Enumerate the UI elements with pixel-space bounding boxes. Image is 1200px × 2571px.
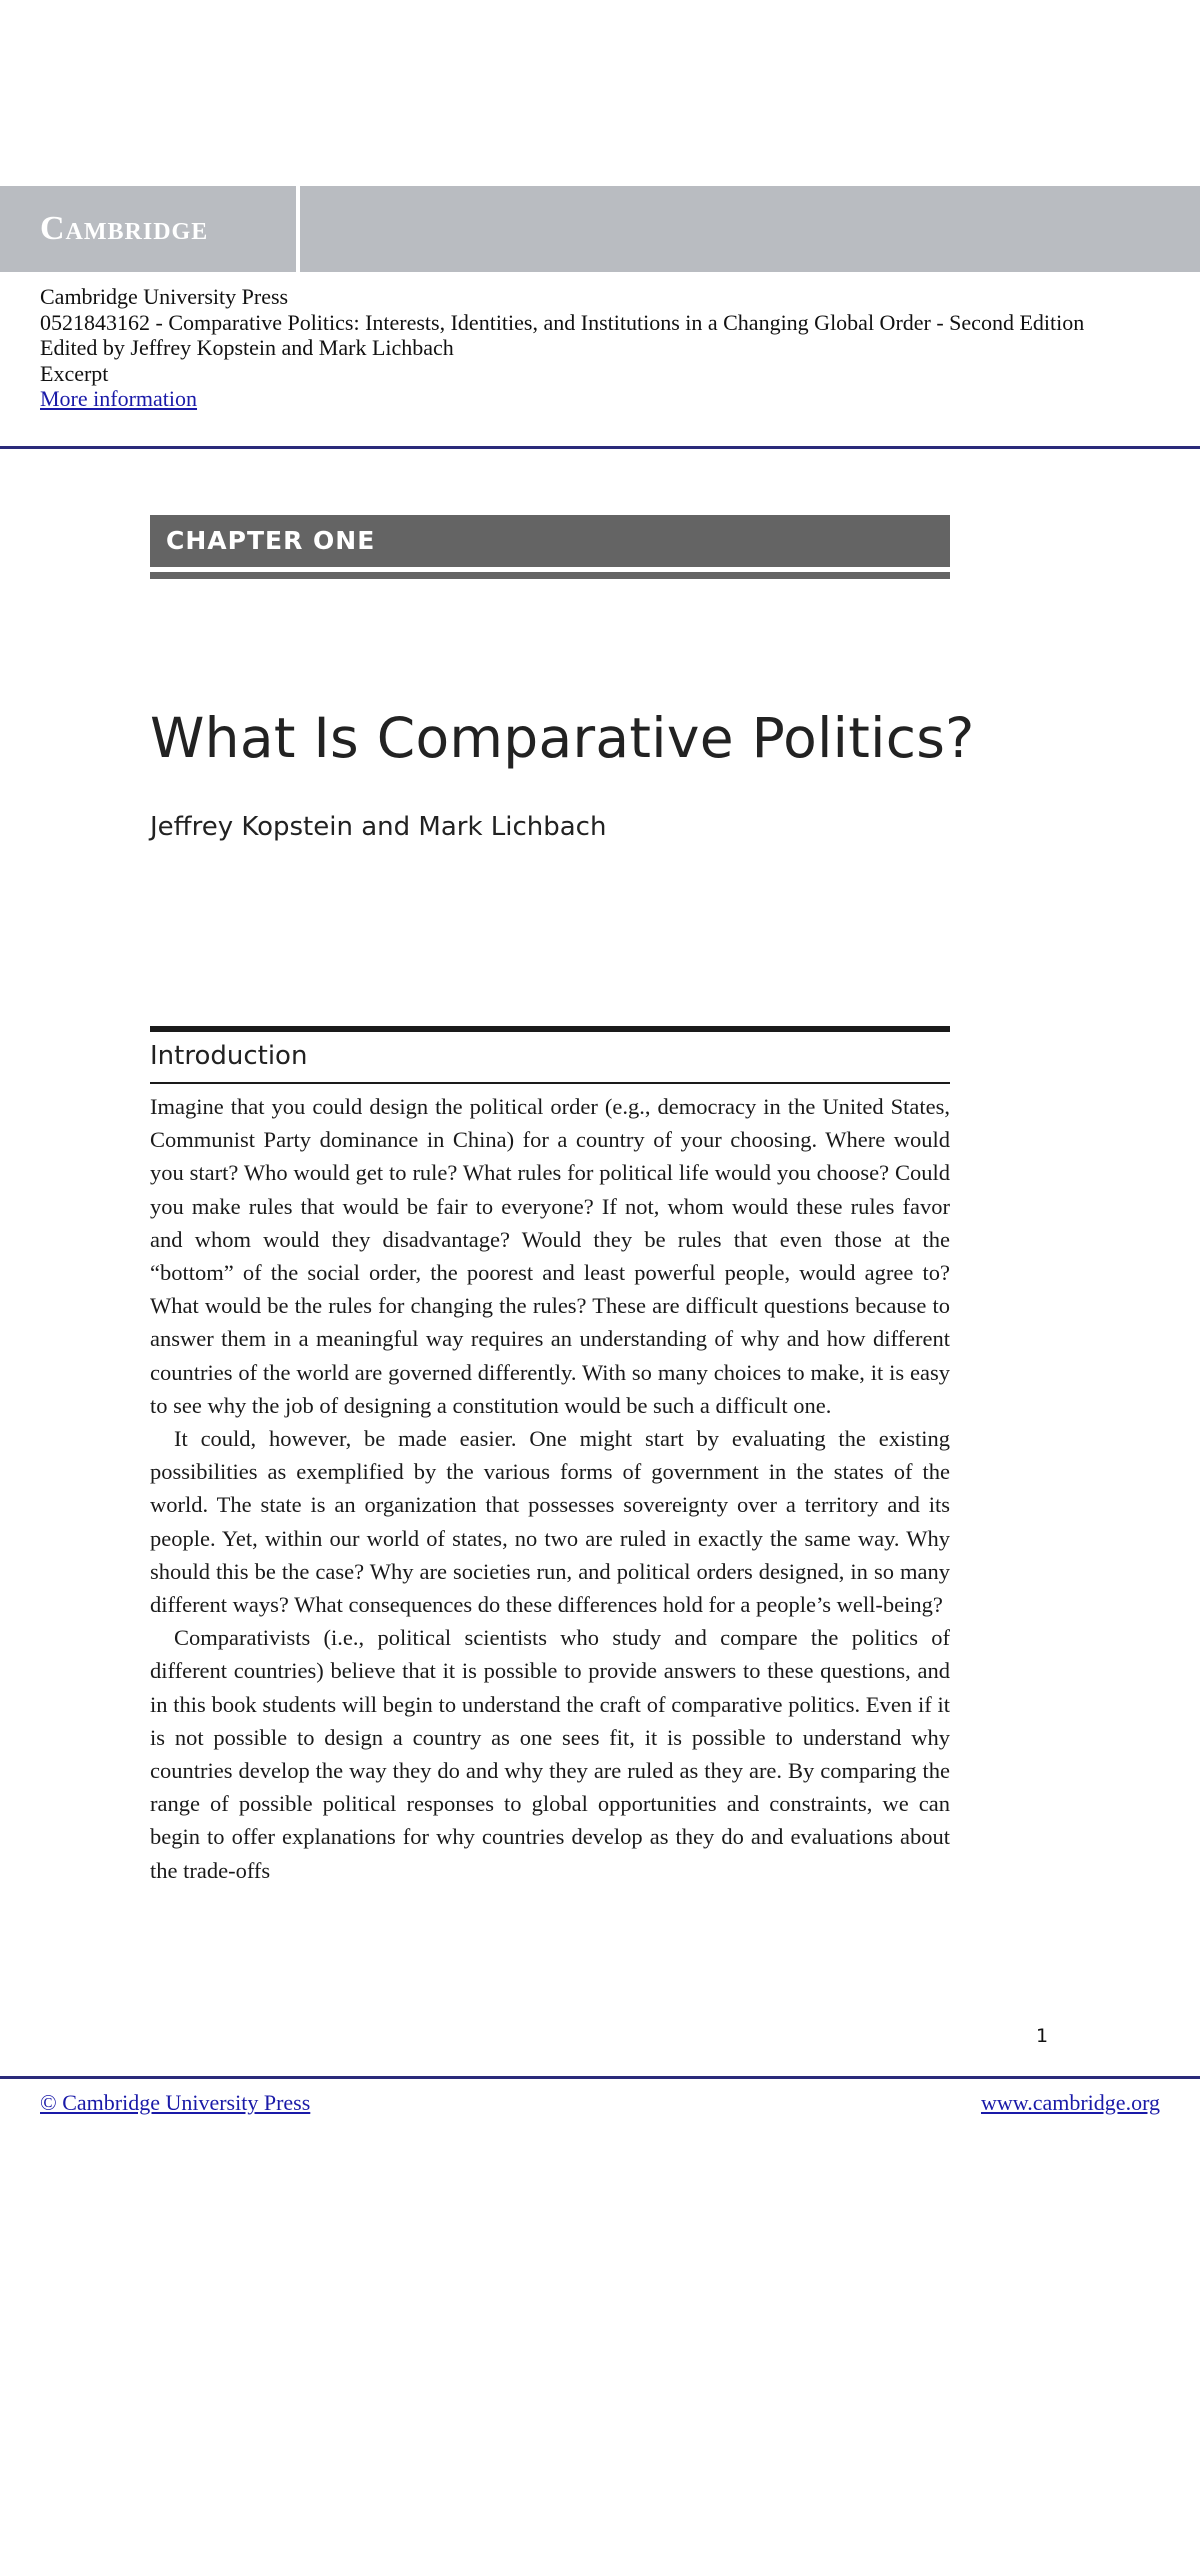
cambridge-logo: Cambridge — [40, 210, 209, 247]
chapter-title: What Is Comparative Politics? — [150, 706, 975, 770]
chapter-authors: Jeffrey Kopstein and Mark Lichbach — [150, 812, 607, 842]
page-number: 1 — [1036, 2025, 1049, 2047]
website-link[interactable]: www.cambridge.org — [980, 2090, 1160, 2115]
book-title-line: 0521843162 - Comparative Politics: Interests, Identities, and Institutions in a Changing Global Order - Second Edition — [40, 309, 1085, 335]
body-text — [150, 1090, 950, 1887]
chapter-label: CHAPTER ONE — [166, 526, 376, 555]
header-divider — [0, 446, 1200, 449]
editors-line: Edited by Jeffrey Kopstein and Mark Lichbach — [40, 335, 454, 360]
publisher-banner — [0, 186, 1200, 272]
section-rule-top — [150, 1026, 950, 1032]
section-rule-bottom — [150, 1082, 950, 1084]
footer-divider — [0, 2076, 1200, 2079]
chapter-underline — [150, 572, 950, 579]
banner-divider — [296, 186, 300, 272]
paragraph: Comparativists (i.e., political scientists who study and compare the politics of different countries) believe that it is possible to provide answers to these questions, and in this book students will begin to understand the craft of comparative politics. Even if it is not possible to design a country as one sees fit, it is possible to understand why countries develop the way they do and why they are ruled as they are. By comparing the range of possible political responses to global opportunities and constraints, we can begin to offer explanations for why countries develop as they do and evaluations about the trade-offs — [150, 1625, 950, 1883]
excerpt-label: Excerpt — [40, 360, 109, 386]
chapter-label-bar — [150, 515, 950, 567]
paragraph: Imagine that you could design the political order (e.g., democracy in the United States, Communist Party dominance in China) for a country of your choosing. Where would you start? Who would get to rule? What rules for political life would you choose? Could you make rules that would be fair to everyone? If not, whom would these rules favor and whom would they disadvantage? Would they be rules that even those at the “bottom” of the social order, the poorest and least powerful people, would agree to? What would be the rules for changing the rules? These are difficult questions because to answer them in a meaningful way requires an understanding of why and how different countries of the world are governed differently. With so many choices to make, it is easy to see why the job of designing a constitution would be such a difficult one. — [150, 1094, 950, 1418]
section-heading: Introduction — [150, 1041, 308, 1071]
more-information-link[interactable]: More information — [40, 386, 198, 411]
book-metadata — [40, 284, 1170, 412]
publisher-name: Cambridge University Press — [40, 284, 289, 309]
copyright-link[interactable]: © Cambridge University Press — [40, 2090, 311, 2115]
paragraph: It could, however, be made easier. One might start by evaluating the existing possibilities as exemplified by the various forms of government in the states of the world. The state is an organization that possesses sovereignty over a territory and its people. Yet, within our world of states, no two are ruled in exactly the same way. Why should this be the case? Why are societies run, and political orders designed, in so many different ways? What consequences do these differences hold for a people’s well-being? — [150, 1426, 950, 1618]
